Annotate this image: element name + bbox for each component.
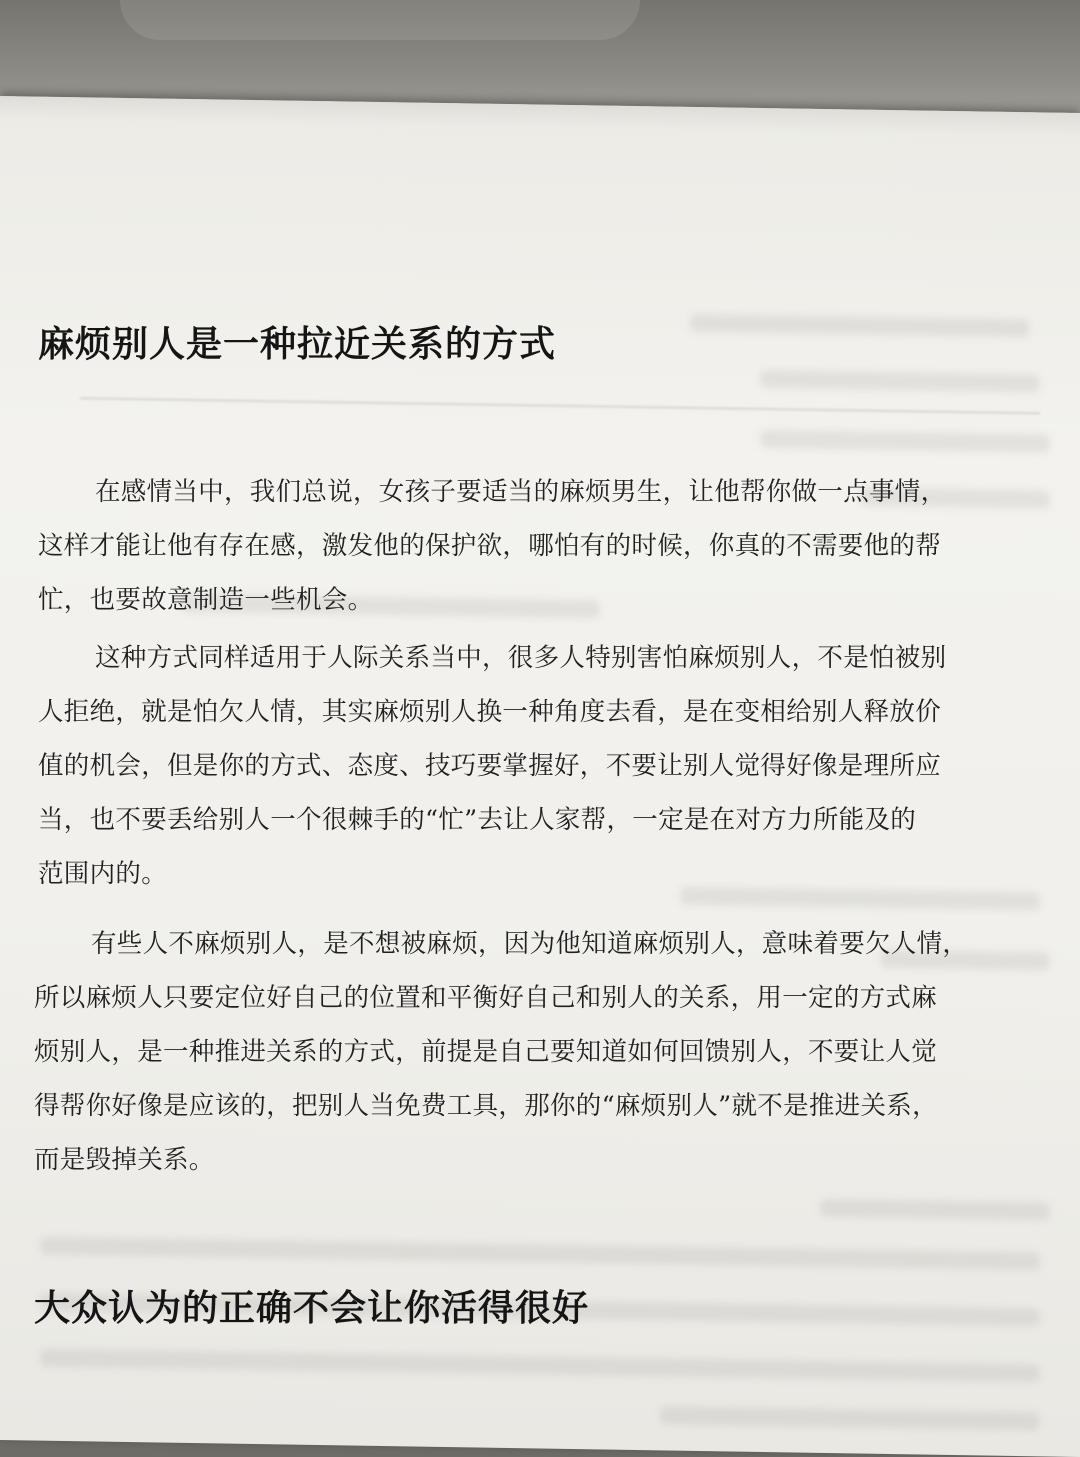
paragraph-line: 这种方式同样适用于人际关系当中，很多人特别害怕麻烦别人，不是怕被别: [95, 643, 947, 673]
paragraph-3: [34, 917, 968, 1187]
paragraph-line: 当，也不要丢给别人一个很棘手的“忙”去让人家帮，一定是在对方力所能及的: [38, 805, 917, 835]
paragraph-2: [38, 631, 946, 901]
paragraph-line: 人拒绝，就是怕欠人情，其实麻烦别人换一种角度去看，是在变相给别人释放价: [38, 697, 942, 727]
paragraph-line: 这样才能让他有存在感，激发他的保护欲，哪怕有的时候，你真的不需要他的帮: [38, 531, 942, 561]
section-heading-2: 大众认为的正确不会让你活得很好: [34, 1288, 590, 1329]
paragraph-line: 在感情当中，我们总说，女孩子要适当的麻烦男生，让他帮你做一点事情，: [95, 477, 947, 507]
paragraph-line: 而是毁掉关系。: [34, 1145, 215, 1175]
paragraph-line: 值的机会，但是你的方式、态度、技巧要掌握好，不要让别人觉得好像是理所应: [38, 751, 942, 781]
section-heading-1: 麻烦别人是一种拉近关系的方式: [38, 324, 557, 365]
paragraph-line: 忙，也要故意制造一些机会。: [38, 585, 374, 615]
paragraph-line: 有些人不麻烦别人，是不想被麻烦，因为他知道麻烦别人，意味着要欠人情，: [91, 929, 969, 959]
paragraph-line: 烦别人，是一种推进关系的方式，前提是自己要知道如何回馈别人，不要让人觉: [34, 1037, 938, 1067]
paragraph-line: 范围内的。: [38, 859, 168, 889]
paragraph-line: 所以麻烦人只要定位好自己的位置和平衡好自己和别人的关系，用一定的方式麻: [34, 983, 938, 1013]
paragraph-1: [38, 465, 946, 627]
paragraph-line: 得帮你好像是应该的，把别人当免费工具，那你的“麻烦别人”就不是推进关系，: [34, 1091, 938, 1121]
